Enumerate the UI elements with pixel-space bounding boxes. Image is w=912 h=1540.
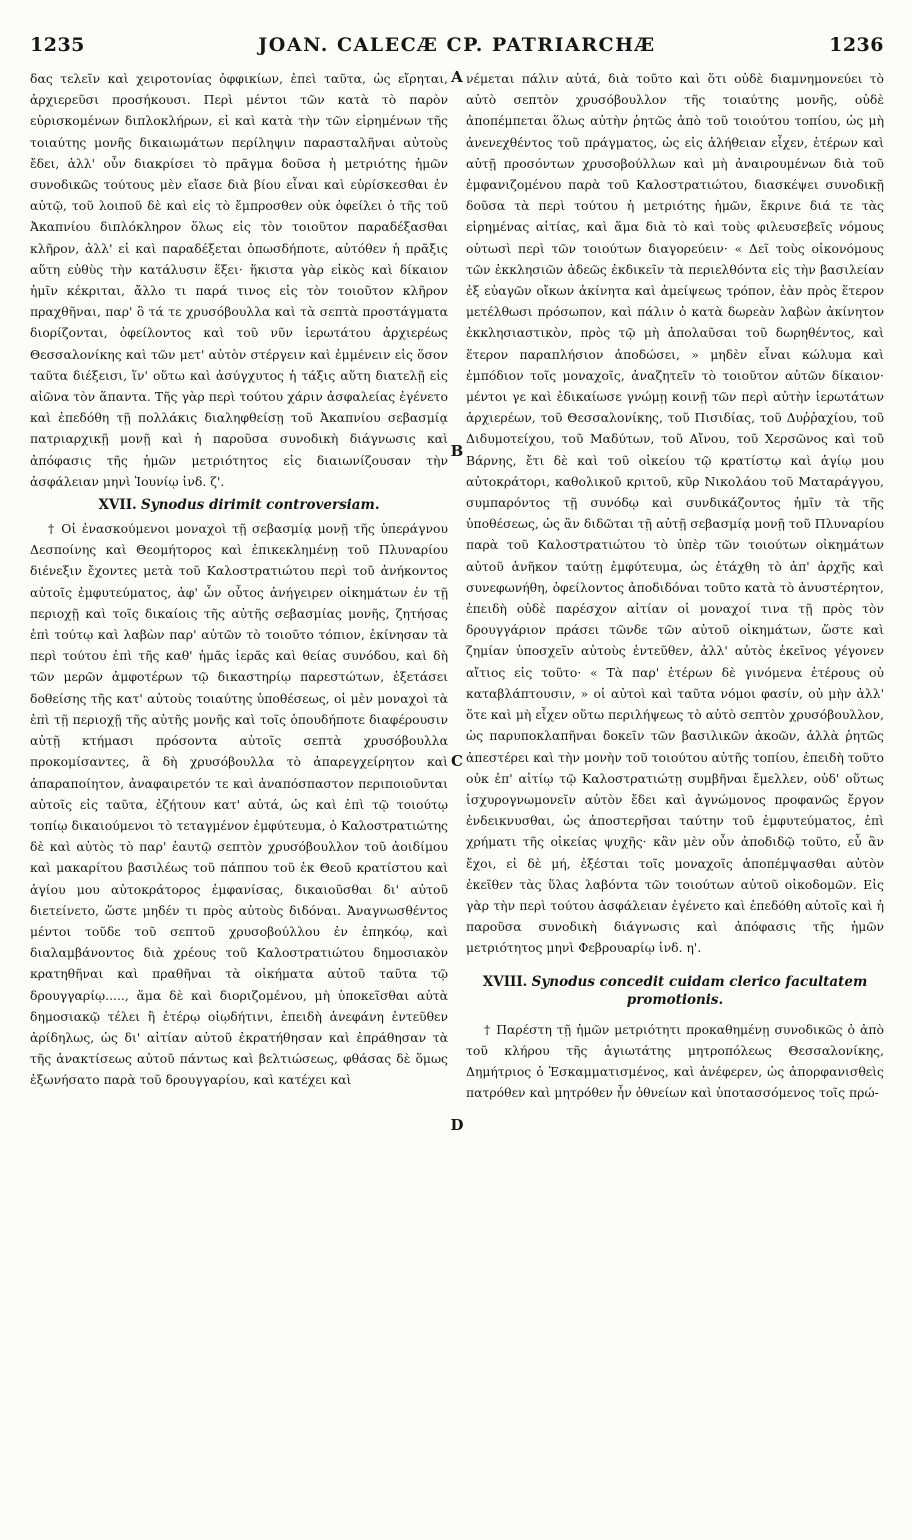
right-paragraph-2: † Παρέστη τῇ ἡμῶν μετριότητι προκαθημένῃ συνοδικῶς ὁ ἀπὸ τοῦ κλήρου τῆς ἁγιωτάτης μητροπόλεως Θεσσαλονίκης, Δημήτριος ὁ Ἐσκαμματισμένος, καὶ ἀνέφερεν, ὡς ἀπορφανισθεὶς πατρόθεν καὶ μητρόθεν ἦν ὀθνείων καὶ ὑποτασσόμενος τοῖς πρώ- (466, 1021, 884, 1101)
margin-letter-c: C (451, 752, 463, 770)
margin-letter-b: B (450, 442, 464, 460)
section-17-heading (30, 496, 448, 514)
page-number-left: 1235 (30, 34, 85, 56)
right-column (466, 68, 884, 1528)
left-paragraph-2: † Οἱ ἐνασκούμενοι μοναχοὶ τῇ σεβασμίᾳ μονῇ τῆς ὑπεράγνου Δεσποίνης καὶ Θεομήτορος καὶ ἐπικεκλημένῃ τοῦ Πλυναρίου διένεξιν ἔχοντες μετὰ τοῦ Καλοστρατιώτου περὶ τοῦ ἀνήκοντος αὐτοῖς ἐμφυτεύματος, ἀφ' ὧν οὗτος ἀνήγειρεν οἰκημάτων ἐν τῇ περιοχῇ καὶ τοῖς δικαίοις τῆς αὐτῆς σεβασμίας μονῆς, ζητήσας ἐπὶ τούτῳ καὶ λαβὼν παρ' αὐτῶν τὸ τοιοῦτο τόπιον, ἐκίνησαν τὰ περὶ τούτου ἐπὶ τῆς καθ' ἡμᾶς ἱερᾶς καὶ θείας συνόδου, καὶ δὴ τῶν μερῶν ἀμφοτέρων τῷ δικαστηρίῳ παρεστώτων, ἐξετάσει δοθείσης τῆς κατ' αὐτοὺς τοιαύτης ὑποθέσεως, οἱ μὲν μοναχοὶ τὰ ἐπὶ τῇ περιοχῇ τῆς αὐτῆς μονῆς καὶ τοῖς ὁπουδήποτε διαφέρουσιν αὐτῇ κτήμασι πρόσοντα αὐτοῖς σεπτὰ χρυσόβουλλα προκομίσαντες, ἃ δὴ χρυσόβουλλα τὸ ἀπαρεγχείρητον καὶ ἀπαραποίητον, ἀναφαιρετόν τε καὶ ἀναπόσπαστον περιποιοῦνται αὐτοῖς εἰς ταῦτα, ἐζήτουν κατ' αὐτά, ὡς καὶ ἐπὶ τῷ τοιούτῳ τοπίῳ δικαιούμενοι τὸ τεταγμένον ἐμφύτευμα, ὁ Καλοστρατιώτης δὲ καὶ αὐτὸς τὸ παρ' ἑαυτῷ σεπτὸν χρυσόβουλλον τοῦ ἀοιδίμου καὶ μακαρίτου βασιλέως τοῦ πάππου τοῦ ἐκ Θεοῦ κρατίστου καὶ ἁγίου μου αὐτοκράτορος ἐμφανίσας, δικαιοῦσθαι δι' αὐτοῦ διετείνετο, ὥστε μηδέν τι πρὸς αὐτοὺς διδόναι. Ἀναγνωσθέντος μέντοι τοῦδε τοῦ σεπτοῦ χρυσοβούλλου ἐν ἐπηκόῳ, καὶ διαλαμβάνοντος διὰ χρέους τοῦ Καλοστρατιώτου δημοσιακὸν κρατηθῆναι καὶ πραθῆναι τὰ οἰκήματα αὐτοῦ ταῦτα τῷ δρουγγαρίῳ....., ἅμα δὲ καὶ διοριζομένου, μὴ ὑποκεῖσθαι αὐτὰ δημοσιακῷ τέλει ἢ ἑτέρῳ οἱῳδήτινι, ἐπειδὴ ἀνεφάνη ἐντεῦθεν ἀρίδηλως, ὡς δι' αἰτίαν αὐτοῦ ἐκρατήθησαν καὶ ἐπράθησαν τὰ τῆς ἀνακτίσεως αὐτοῦ πάντως καὶ βελτιώσεως, φθάσας δὲ ὅμως ἐξωνήσατο παρὰ τοῦ δρουγγαρίου, καὶ κατέχει καὶ (30, 521, 448, 1088)
running-title: JOAN. CALECÆ CP. PATRIARCHÆ (258, 34, 656, 56)
left-column (30, 68, 448, 1528)
section-18-title: Synodus concedit cuidam clerico facultatem promotionis. (531, 973, 868, 1008)
section-18-heading (466, 973, 884, 1009)
section-18-number: XVIII. (482, 973, 528, 990)
page-number-right: 1236 (829, 34, 884, 56)
section-17-title: Synodus dirimit controversiam. (141, 497, 380, 514)
margin-letter-a: A (451, 68, 463, 86)
section-17-number: XVII. (98, 497, 137, 514)
margin-letter-d: D (450, 1116, 464, 1134)
left-paragraph-1: δας τελεῖν καὶ χειροτονίας ὀφφικίων, ἐπεὶ ταῦτα, ὡς εἴρηται, ἀρχιερεῦσι προσήκουσι. Περὶ μέντοι τῶν κατὰ τὸ παρὸν εὑρισκομένων διπλοκλήρων, εἰ καὶ κατὰ τὴν τῶν εἰρημένων τῆς τοιαύτης μονῆς δικαιωμάτων περίληψιν παρασταλῆναι αὐτοὺς ἔδει, ἀλλ' οὖν διακρίσει τὸ πρᾶγμα δοῦσα ἡ μετριότης ἡμῶν συνοδικῶς τούτους μὲν εἴασε διὰ βίου εἶναι καὶ εὑρίσκεσθαι ἐν αὐτῷ, τοῦ λοιποῦ δὲ καὶ εἰς τὸ ἔμπροσθεν οὐκ ὀφείλει ὁ τῆς τοῦ Ἀκαπνίου διπλόκληρον ὅλως εἰς τὸν τοιοῦτον παραδέξασθαι κλῆρον, ἀλλ' εἰ καὶ παραδέξεται ὁπωσδήποτε, αὐτόθεν ἡ πρᾶξις αὕτη εὐθὺς τὴν κατάλυσιν ἕξει· ἥκιστα γὰρ εἰκὸς καὶ δίκαιον ἡμῖν κέκριται, ἄλλο τι παρά τινος εἰς τὸν τοιοῦτον κλῆρον πραχθῆναι, παρ' ὃ τά τε χρυσόβουλλα καὶ τὰ σεπτὰ προστάγματα διορίζονται, ὀφείλοντος καὶ τοῦ νῦν ἱερωτάτου ἀρχιερέως Θεσσαλονίκης καὶ τῶν μετ' αὐτὸν στέργειν καὶ ἐμμένειν εἰς ὅσον ταῦτα διέξεισι, ἵν' οὕτω καὶ ἀσύγχυτος ἡ τάξις αὕτη διατελῇ εἰς αἰῶνα τὸν ἅπαντα. Τῆς γὰρ περὶ τούτου χάριν ἀσφαλείας ἐγένετο καὶ ἐπεδόθη τῇ πολλάκις διαληφθείσῃ τοῦ Ἀκαπνίου σεβασμίᾳ πατριαρχικῇ μονῇ καὶ ἡ παροῦσα συνοδικὴ διάγνωσις καὶ ἀπόφασις τῆς ἡμῶν μετριότητος εἰς διαιωνίζουσαν τὴν ἀσφάλειαν μηνὶ Ἰουνίῳ ἰνδ. ζ'. (30, 71, 448, 489)
running-header (30, 34, 884, 62)
right-paragraph-1: νέμεται πάλιν αὐτά, διὰ τοῦτο καὶ ὅτι οὐδὲ διαμνημονεύει τὸ αὐτὸ σεπτὸν χρυσόβουλλον τῆς τοιαύτης μονῆς, οὐδὲ ἀποπέμπεται ὅλως αὐτὴν ῥητῶς ἀπὸ τοῦ τοιούτου τοπίου, ὡς μὴ ἀνενεχθέντος τοῦ πράγματος, ὡς εἰς ἀλήθειαν εἶχεν, ἑτέρων καὶ αὐτῇ προσόντων χρυσοβούλλων καὶ μὴ ἀναιρουμένων διὰ τοῦ ἐμφανιζομένου παρὰ τοῦ Καλοστρατιώτου, διασκέψει συνοδικῇ δοῦσα τὰ περὶ τούτου ἡ μετριότης ἡμῶν, ἔκρινε διά τε τὰς εἰρημένας αἰτίας, καὶ ἅμα διὰ τὸ καὶ τοὺς φιλευσεβεῖς νόμους οὑτωσὶ περὶ τῶν τοιούτων διαγορεύειν· « Δεῖ τοὺς οἰκονόμους τῶν ἐκκλησιῶν ἀδεῶς ἐκδικεῖν τὰ περιελθόντα εἰς τὴν βασιλείαν ἐξ εὐαγῶν οἴκων ἀκίνητα καὶ ἀμείψεως τρόπον, ἐὰν πρὸς ἕτερον μετέλθωσι πρόσωπον, καὶ πάλιν ὁ κατὰ δωρεὰν λαβὼν ἀκίνητον ἐκκλησιαστικὸν, πρὸς τῷ μὴ ἀπολαῦσαι τοῦ δωρηθέντος, καὶ ἕτερον παραπλήσιον ἀποδώσει, » μηδὲν εἶναι κώλυμα καὶ ἐμπόδιον τοῖς μοναχοῖς, ἀναζητεῖν τὸ τοιοῦτον αὐτῶν δίκαιον· μέντοι γε καὶ ἐδικαίωσε γνώμῃ κοινῇ τῶν περὶ αὐτὴν ἱερωτάτων ἀρχιερέων, τοῦ Θεσσαλονίκης, τοῦ Πισιδίας, τοῦ Δυῤῥαχίου, τοῦ Διδυμοτείχου, τοῦ Μαδύτων, τοῦ Αἴνου, τοῦ Χερσῶνος καὶ τοῦ Βάρνης, ἔτι δὲ καὶ τοῦ οἰκείου τῷ κρατίστῳ καὶ ἁγίῳ μου αὐτοκράτορι, καθολικοῦ κριτοῦ, κῦρ Νικολάου τοῦ Ματαράγγου, συμπαρόντος τῇ συνόδῳ καὶ συνδικάζοντος ἡμῖν τὰ τῆς ὑποθέσεως, ὡς ἂν διδῶται τῇ αὐτῇ σεβασμίᾳ μονῇ τοῦ Πλυναρίου παρὰ τοῦ Καλοστρατιώτου τὸ ὑπὲρ τῶν τοιούτων οἰκημάτων αὐτοῦ ἀνῆκον ταύτῃ ἐμφύτευμα, ὡς ἐτάχθη τὸ ἀπ' ἀρχῆς καὶ συνεφωνήθη, ὀφείλοντος ἀποδιδόναι τοῦτο κατὰ τὸ ἀνυστέρητον, ἐπειδὴ οὐδὲ παρέσχον αἰτίαν οἱ μοναχοί τινα τῇ πρὸς τὸν δρουγγάριον πράσει τῶνδε τῶν αὐτοῦ οἰκημάτων, ὥστε καὶ ζημίαν ὑποσχεῖν αὐτοὺς ἐντεῦθεν, ἀλλ' αὐτὸς ἐκεῖνος γέγονεν αἴτιος εἰς τοῦτο· « Τὰ παρ' ἑτέρων δὲ γινόμενα ἑτέρους οὐ καταβλάπτουσιν, » οἱ αὐτοὶ καὶ ταῦτα νόμοι φασίν, οὐ μὴν ἀλλ' ὅτε καὶ μὴ εἶχεν οὕτω περιλήψεως τὸ αὐτὸ σεπτὸν χρυσόβουλλον, ὡς παρυποκλαπῆναι δοκεῖν τῶν βασιλικῶν ἀκοῶν, ἀλλὰ ῥητῶς ἀπεστέρει καὶ τὴν μονὴν τοῦ τοιούτου αὐτῆς τοπίου, ἐπειδὴ τοῦτο οὐκ ἐπ' αἰτίῳ τῷ Καλοστρατιώτῃ συμβῆναι ἔμελλεν, οὐδ' οὕτως ἰσχυρογνωμονεῖν αὐτὸν ἔδει καὶ ἀγνώμονος προφανῶς ἔργον ἐνδεικνυσθαι, ὡς ἀποστερῆσαι ταύτην τοῦ ἐμφυτεύματος, ἐπὶ χρήματι τῆς οἰκείας ψυχῆς· κἂν μὲν οὖν ἀποδιδῷ τοῦτο, εὖ ἂν ἔχοι, εἰ δὲ μή, ἐξέσται τοῖς μοναχοῖς ἀποπέμψασθαι αὐτὸν ἐκεῖθεν τὰς ὕλας λαβόντα τῶν τοιούτων αὐτοῦ οἰκοδομῶν. Εἰς γὰρ τὴν περὶ τούτου ἀσφάλειαν ἐγένετο καὶ ἐπεδόθη αὐτοῖς καὶ ἡ παροῦσα συνοδικὴ διάγνωσις καὶ ἀπόφασις τῆς ἡμῶν μετριότητος μηνὶ Φεβρουαρίῳ ἰνδ. η'. (466, 71, 884, 956)
